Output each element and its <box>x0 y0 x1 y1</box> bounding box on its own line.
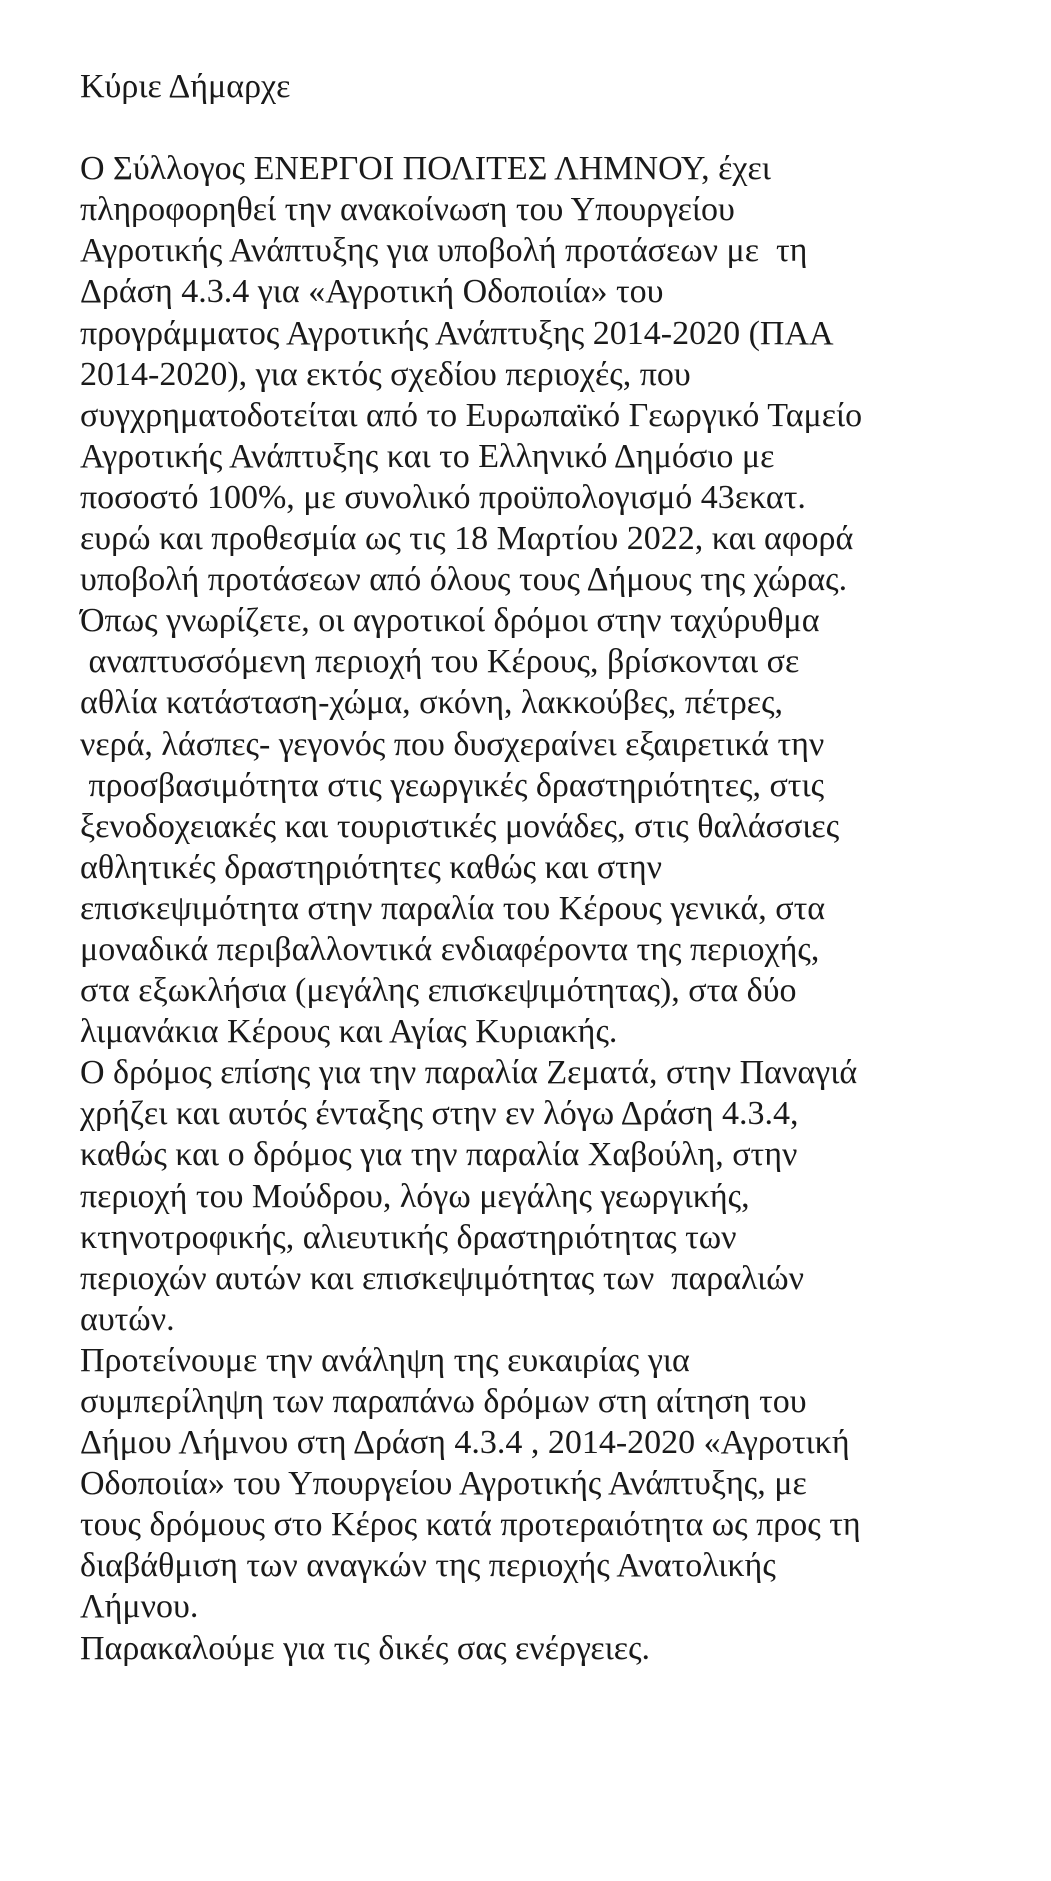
letter-line: Λήμνου. <box>80 1588 199 1626</box>
letter-line: συγχρηματοδοτείται από το Ευρωπαϊκό Γεωργικό Ταμείο <box>80 396 863 434</box>
letter-line: περιοχή του Μούδρου, λόγω μεγάλης γεωργικής, <box>80 1177 750 1215</box>
letter-line: περιοχών αυτών και επισκεψιμότητας των παραλιών <box>80 1259 805 1297</box>
letter-line: αυτών. <box>80 1300 175 1338</box>
letter-line: Προτείνουμε την ανάληψη της ευκαιρίας για <box>80 1341 690 1379</box>
letter-line: τους δρόμους στο Κέρος κατά προτεραιότητα ως προς τη <box>80 1506 861 1544</box>
letter-line: 2014-2020), για εκτός σχεδίου περιοχές, που <box>80 355 691 393</box>
letter-line: προγράμματος Αγροτικής Ανάπτυξης 2014-2020 (ΠΑΑ <box>80 314 834 352</box>
letter-line: Δράση 4.3.4 για «Αγροτική Οδοποιία» του <box>80 273 664 311</box>
letter-line: αθλία κατάσταση-χώμα, σκόνη, λακκούβες, πέτρες, <box>80 684 784 722</box>
letter-line: Δήμου Λήμνου στη Δράση 4.3.4 , 2014-2020 «Αγροτική <box>80 1424 850 1462</box>
letter-line: αναπτυσσόμενη περιοχή του Κέρους, βρίσκονται σε <box>80 643 800 681</box>
letter-line: ποσοστό 100%, με συνολικό προϋπολογισμό 43εκατ. <box>80 478 806 516</box>
letter-body <box>80 66 1040 1669</box>
letter-line: ξενοδοχειακές και τουριστικές μονάδες, στις θαλάσσιες <box>80 807 840 845</box>
letter-line: Όπως γνωρίζετε, οι αγροτικοί δρόμοι στην ταχύρυθμα <box>80 602 820 640</box>
letter-line: χρήζει και αυτός ένταξης στην εν λόγω Δράση 4.3.4, <box>80 1095 799 1133</box>
letter-line: Αγροτικής Ανάπτυξης για υποβολή προτάσεων με τη <box>80 232 808 270</box>
letter-line: Ο Σύλλογος ΕΝΕΡΓΟΙ ΠΟΛΙΤΕΣ ΛΗΜΝΟΥ, έχει <box>80 150 771 188</box>
letter-line: υποβολή προτάσεων από όλους τους Δήμους της χώρας. <box>80 561 848 599</box>
letter-line: νερά, λάσπες- γεγονός που δυσχεραίνει εξαιρετικά την <box>80 725 825 763</box>
letter-line: μοναδικά περιβαλλοντικά ενδιαφέροντα της περιοχής, <box>80 930 820 968</box>
letter-line: αθλητικές δραστηριότητες καθώς και στην <box>80 848 663 886</box>
letter-line: κτηνοτροφικής, αλιευτικής δραστηριότητας των <box>80 1218 737 1256</box>
letter-line: προσβασιμότητα στις γεωργικές δραστηριότητες, στις <box>80 766 825 804</box>
letter-line: Οδοποιία» του Υπουργείου Αγροτικής Ανάπτυξης, με <box>80 1465 807 1503</box>
letter-line: Παρακαλούμε για τις δικές σας ενέργειες. <box>80 1629 651 1667</box>
letter-line: στα εξωκλήσια (μεγάλης επισκεψιμότητας), στα δύο <box>80 972 797 1010</box>
letter-line: Ο δρόμος επίσης για την παραλία Ζεματά, στην Παναγιά <box>80 1054 858 1092</box>
letter-line: λιμανάκια Κέρους και Αγίας Κυριακής. <box>80 1013 618 1051</box>
letter-line: Αγροτικής Ανάπτυξης και το Ελληνικό Δημόσιο με <box>80 437 775 475</box>
letter-line: συμπερίληψη των παραπάνω δρόμων στη αίτηση του <box>80 1383 807 1420</box>
letter-line: διαβάθμιση των αναγκών της περιοχής Ανατολικής <box>80 1547 776 1585</box>
letter-greeting: Κύριε Δήμαρχε <box>80 68 291 105</box>
letter-line: καθώς και ο δρόμος για την παραλία Χαβούλη, στην <box>80 1136 798 1174</box>
letter-line: επισκεψιμότητα στην παραλία του Κέρους γενικά, στα <box>80 889 826 927</box>
letter-line: ευρώ και προθεσμία ως τις 18 Μαρτίου 2022, και αφορά <box>80 520 854 558</box>
letter-line: πληροφορηθεί την ανακοίνωση του Υπουργείου <box>80 191 735 229</box>
